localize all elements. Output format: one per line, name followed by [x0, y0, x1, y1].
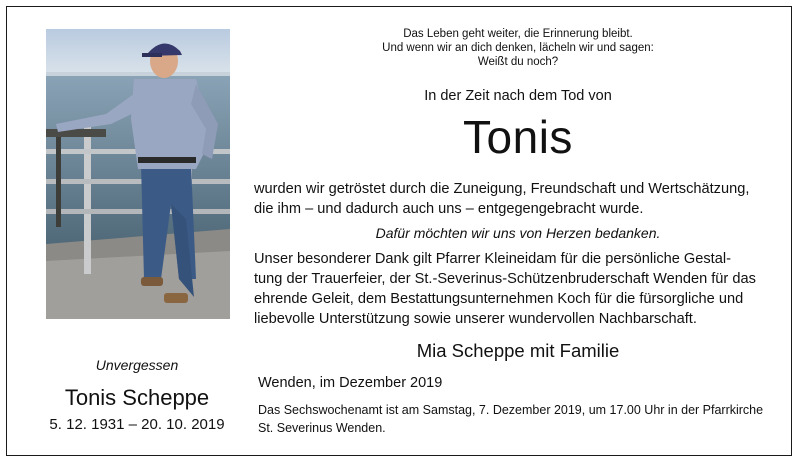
- paragraph-line: wurden wir getröstet durch die Zuneigung, Freundschaft und Wertschätzung,: [254, 181, 750, 197]
- paragraph-line: liebevolle Unterstützung sowie unserer wundervollen Nachbarschaft.: [254, 311, 697, 327]
- paragraph-comfort: [254, 179, 782, 219]
- paragraph-line: Unser besonderer Dank gilt Pfarrer Kleineidam für die persönliche Gestal-: [254, 251, 731, 267]
- deceased-name: Tonis Scheppe: [64, 385, 210, 410]
- paragraph-acknowledgements: [254, 249, 782, 329]
- poem-line: Und wenn wir an dich denken, lächeln wir und sagen:: [382, 42, 654, 54]
- poem: [254, 27, 782, 69]
- paragraph-line: tung der Trauerfeier, der St.-Severinus-Schützenbruderschaft Wenden für das: [254, 271, 756, 287]
- notice-line: St. Severinus Wenden.: [258, 421, 386, 435]
- poem-line: Weißt du noch?: [477, 56, 559, 68]
- thanks-line: Dafür möchten wir uns von Herzen bedanken.: [375, 225, 661, 241]
- intro-text: In der Zeit nach dem Tod von: [424, 88, 612, 104]
- unvergessen-label: Unvergessen: [95, 357, 179, 373]
- first-name-heading: Tonis: [463, 111, 573, 163]
- life-dates: 5. 12. 1931 – 20. 10. 2019: [49, 416, 225, 433]
- portrait-photo: [46, 29, 230, 319]
- notice-line: Das Sechswochenamt ist am Samstag, 7. Dezember 2019, um 17.00 Uhr in der Pfarrkirche: [258, 403, 764, 417]
- portrait-illustration: [46, 29, 230, 319]
- service-notice: [258, 401, 788, 437]
- family-signature: Mia Scheppe mit Familie: [416, 340, 620, 361]
- paragraph-line: die ihm – und dadurch auch uns – entgegengebracht wurde.: [254, 201, 644, 217]
- paragraph-line: ehrende Geleit, dem Bestattungsunternehmen Koch für die fürsorgliche und: [254, 291, 744, 307]
- poem-line: Das Leben geht weiter, die Erinnerung bleibt.: [403, 28, 633, 40]
- place-date: Wenden, im Dezember 2019: [258, 375, 443, 391]
